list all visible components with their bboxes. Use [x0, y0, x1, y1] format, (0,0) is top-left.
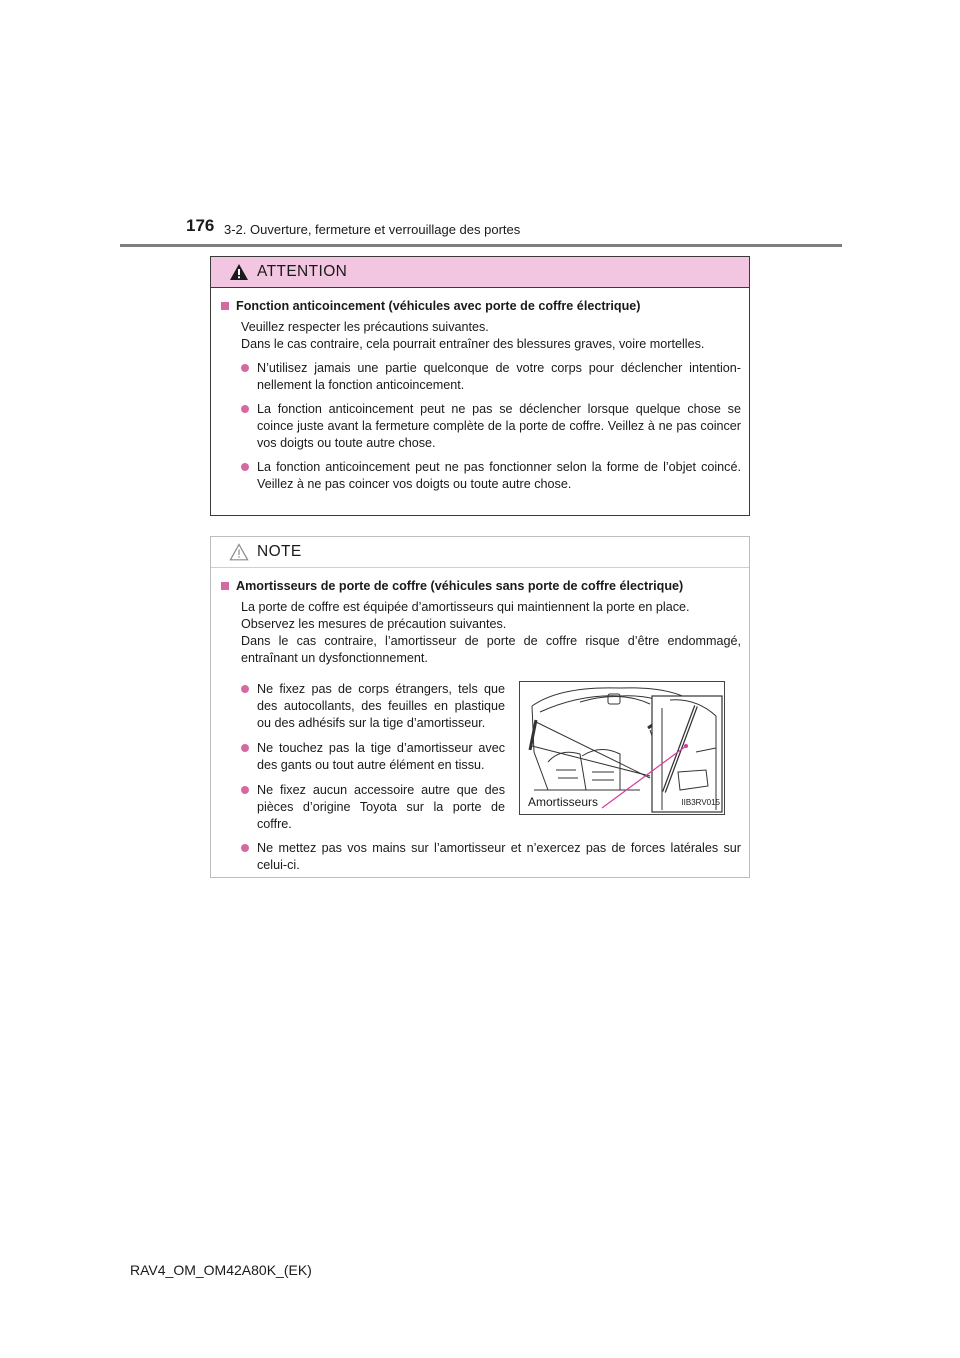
dot-bullet-icon	[241, 463, 249, 471]
note-bullet-text: Ne fixez aucun accessoire autre que des pièces d’origine Toyota sur la porte de coffre.	[257, 783, 505, 831]
section-title: 3-2. Ouverture, fermeture et verrouillage des portes	[224, 222, 521, 237]
dot-bullet-icon	[241, 685, 249, 693]
document-code: RAV4_OM_OM42A80K_(EK)	[130, 1262, 312, 1278]
note-heading-text: Amortisseurs de porte de coffre (véhicules sans porte de coffre électrique)	[236, 579, 684, 593]
note-intro-line2: Observez les mesures de précaution suivantes.	[241, 617, 507, 631]
note-bullet	[219, 782, 505, 833]
dot-bullet-icon	[241, 786, 249, 794]
figure-code: IIB3RV015	[681, 798, 720, 807]
dot-bullet-icon	[241, 364, 249, 372]
note-bullets	[219, 673, 505, 833]
attention-intro-line1: Veuillez respecter les précautions suivantes.	[241, 320, 489, 334]
caution-outline-icon	[229, 543, 249, 561]
note-bullet	[219, 681, 505, 732]
note-title: NOTE	[257, 543, 302, 560]
note-bullet-text: Ne touchez pas la tige d’amortisseur avec des gants ou tout autre élément en tissu.	[257, 741, 505, 772]
dot-bullet-icon	[241, 744, 249, 752]
square-bullet-icon	[221, 302, 229, 310]
attention-heading	[219, 298, 741, 315]
note-box	[210, 536, 750, 878]
attention-heading-text: Fonction anticoincement (véhicules avec porte de coffre électrique)	[236, 299, 641, 313]
attention-bullet	[219, 459, 741, 493]
note-body	[211, 568, 749, 874]
attention-bullet-text: N’utilisez jamais une partie quelconque de votre corps pour déclencher intention-nellement la fonction anticoincement.	[257, 361, 741, 392]
attention-bullet-text: La fonction anticoincement peut ne pas se déclencher lorsque quelque chose se coince juste avant la fermeture complète de la porte de coffre. Veillez à ne pas coincer vos doigts ou toute autre chose.	[257, 402, 741, 450]
note-bullet-text: Ne fixez pas de corps étrangers, tels que des autocollants, des feuilles en plastique ou des adhésifs sur la tige d’amortisseur.	[257, 682, 505, 730]
header-rule	[120, 244, 842, 247]
note-bullet	[219, 840, 741, 874]
attention-bullet-text: La fonction anticoincement peut ne pas fonctionner selon la forme de l’objet coincé. Veillez à ne pas coincer vos doigts ou toute autre chose.	[257, 460, 741, 491]
attention-bullet	[219, 360, 741, 394]
note-row	[219, 673, 741, 833]
dot-bullet-icon	[241, 844, 249, 852]
note-intro-line3: Dans le cas contraire, l’amortisseur de porte de coffre risque d’être endommagé, entraînant un dysfonctionnement.	[241, 634, 741, 665]
square-bullet-icon	[221, 582, 229, 590]
note-bullet-text: Ne mettez pas vos mains sur l’amortisseur et n’exercez pas de forces latérales sur celui-ci.	[257, 841, 741, 872]
note-header	[211, 537, 749, 568]
attention-title: ATTENTION	[257, 263, 348, 280]
note-bullet	[219, 740, 505, 774]
dot-bullet-icon	[241, 405, 249, 413]
figure-label: Amortisseurs	[528, 795, 599, 809]
attention-bullet	[219, 401, 741, 452]
attention-body	[211, 288, 749, 493]
attention-box	[210, 256, 750, 516]
attention-header	[211, 257, 749, 288]
note-intro-line1: La porte de coffre est équipée d’amortisseurs qui maintiennent la porte en place.	[241, 600, 690, 614]
warning-icon	[229, 263, 249, 281]
attention-intro	[241, 319, 741, 353]
attention-intro-line2: Dans le cas contraire, cela pourrait entraîner des blessures graves, voire mortelles.	[241, 337, 705, 351]
note-intro	[241, 599, 741, 667]
note-heading	[219, 578, 741, 595]
tailgate-figure	[519, 681, 725, 815]
page-number: 176	[186, 216, 215, 235]
